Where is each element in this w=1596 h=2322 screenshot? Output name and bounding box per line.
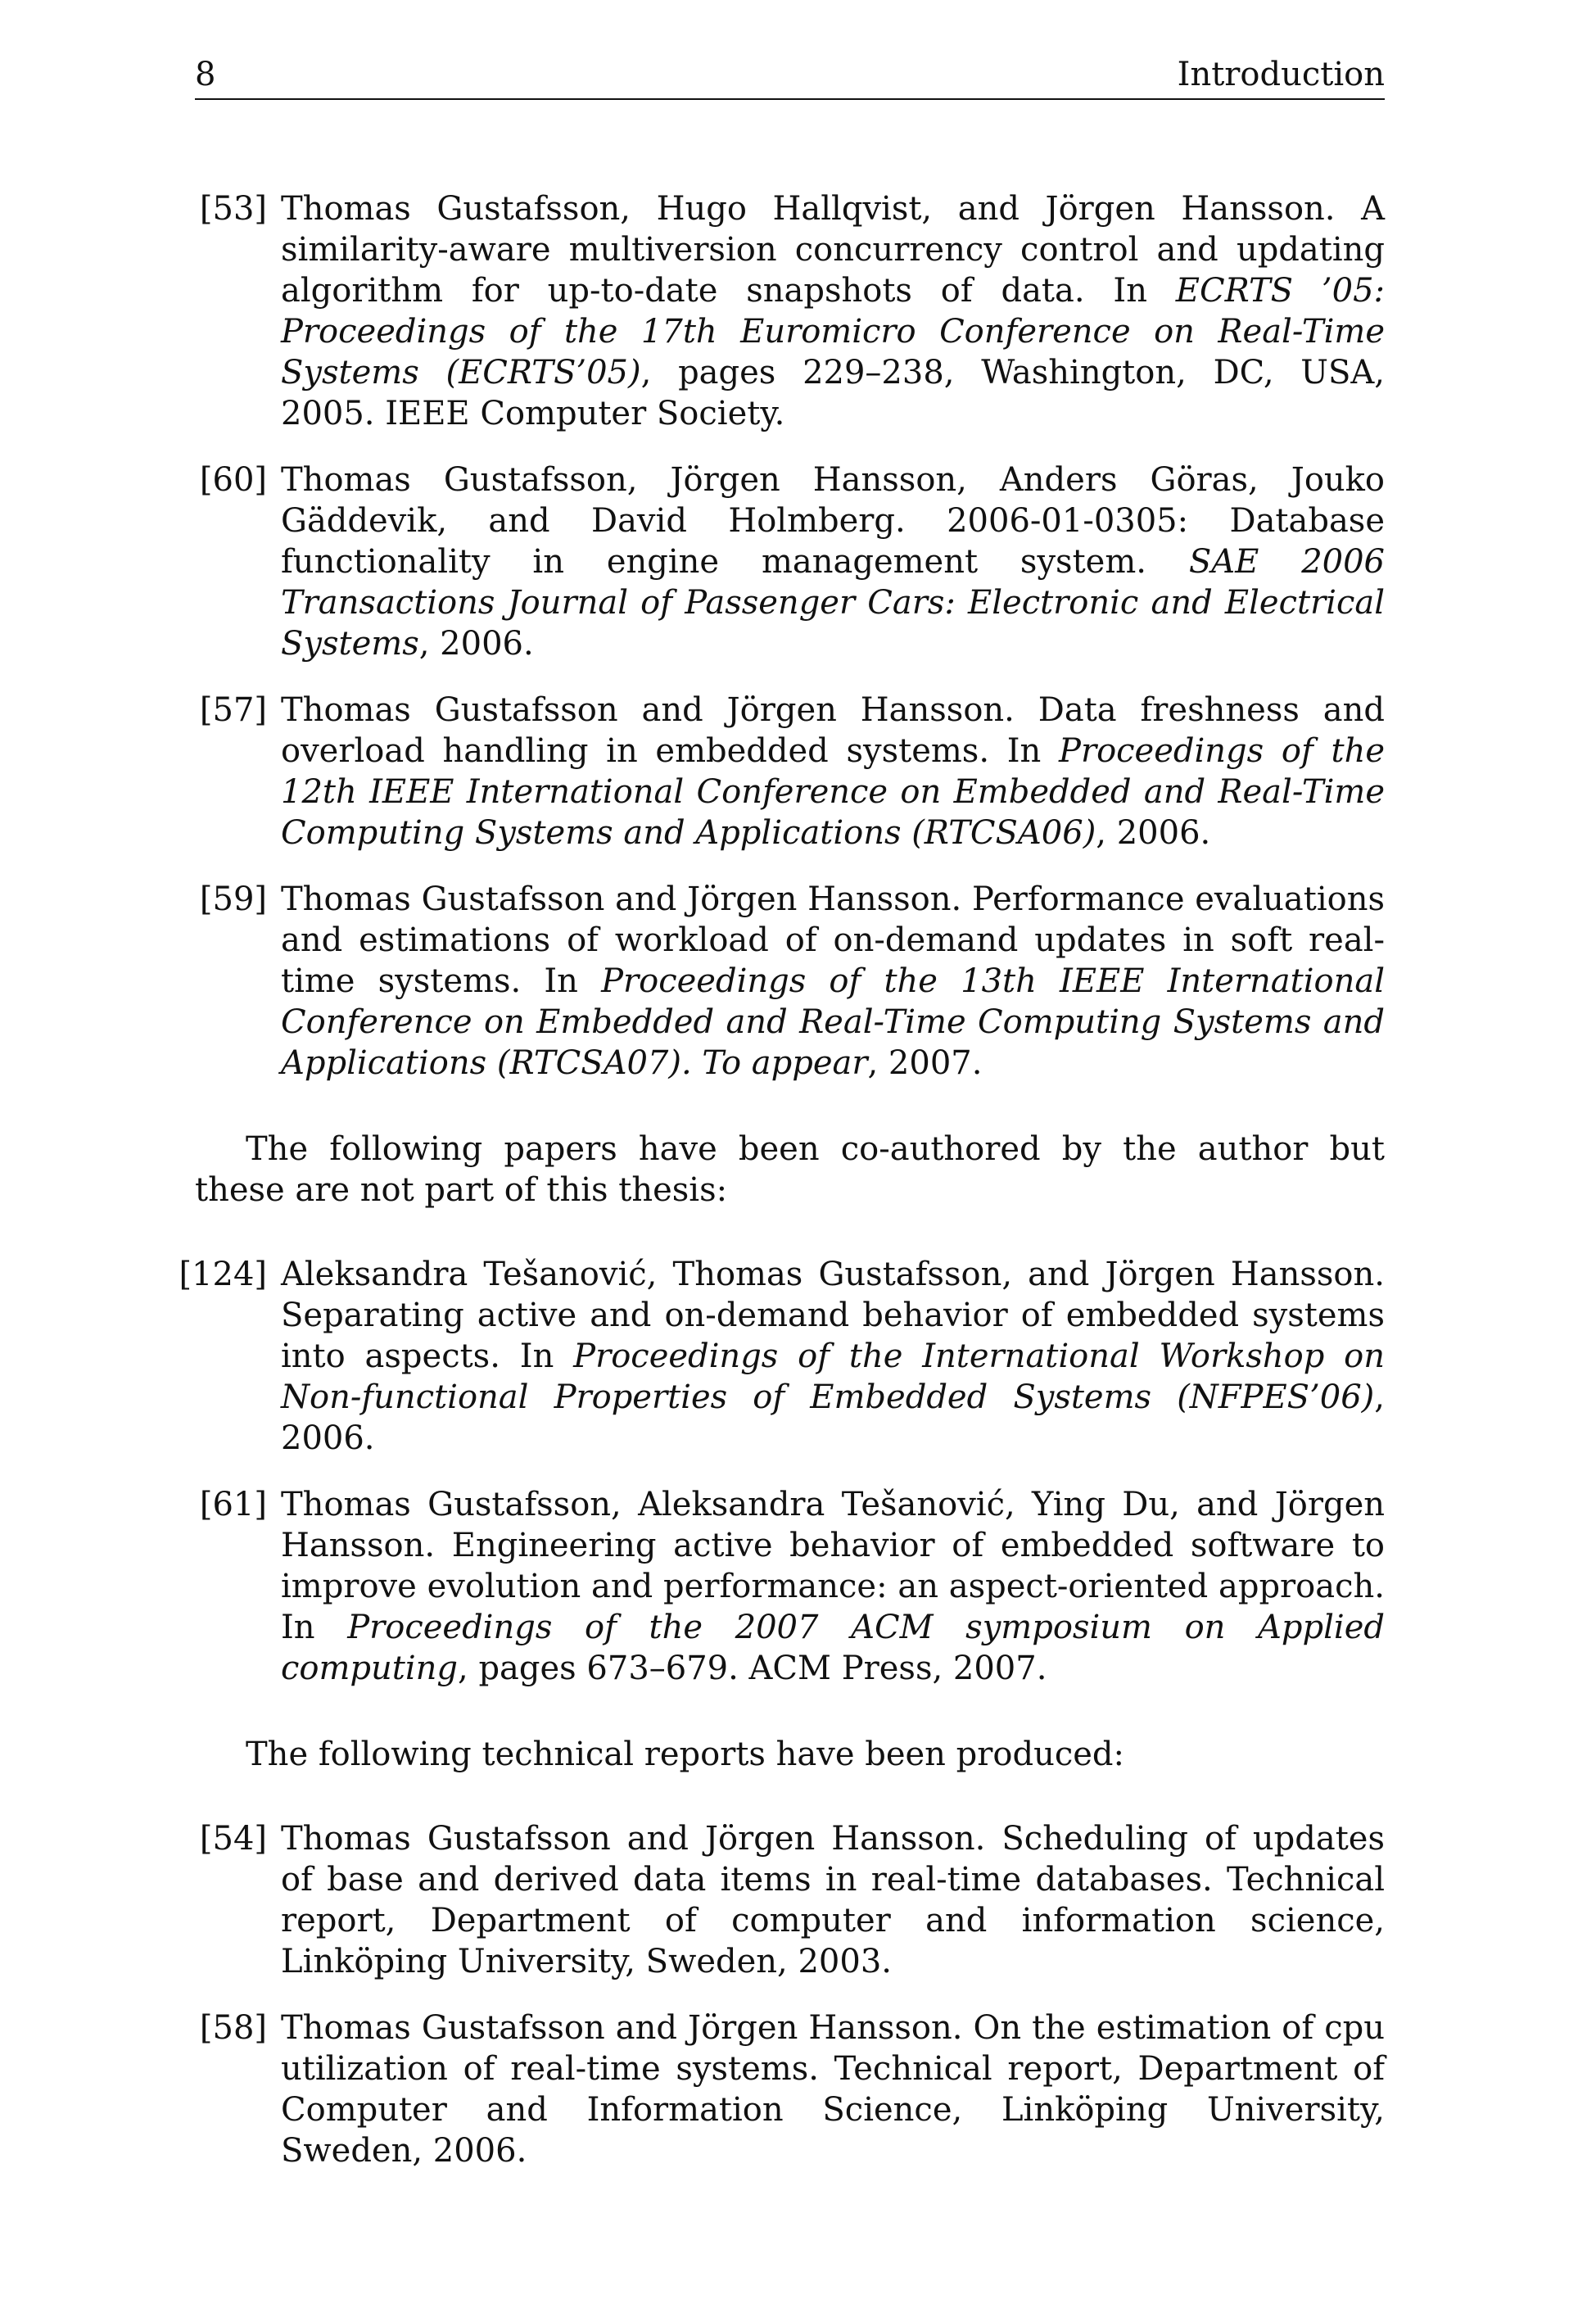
reference-entry (195, 1818, 1385, 1982)
reference-list-included (195, 188, 1385, 1084)
reference-entry (195, 690, 1385, 853)
reference-text (281, 1486, 1385, 1687)
reference-text (281, 1256, 1385, 1457)
reference-label: [60] (199, 461, 267, 499)
coauthored-intro-paragraph: The following papers have been co-authored by the author but these are not part of this thesis: (195, 1130, 1385, 1209)
reference-text (281, 2009, 1385, 2170)
reference-entry (195, 459, 1385, 664)
reference-text-segment: Aleksandra Tešanović, Thomas Gustafsson, and Jörgen Hansson. Separating active and on-demand behavior of embedded systems into aspects. In (281, 1256, 1385, 1375)
reference-text-segment: Thomas Gustafsson and Jörgen Hansson. Data freshness and overload handling in embedded systems. In (281, 691, 1385, 770)
reference-text-segment: Thomas Gustafsson, Aleksandra Tešanović, Ying Du, and Jörgen Hansson. Engineering active behavior of embedded software to improve evolution and performance: an aspect-oriented approach. In (281, 1486, 1385, 1646)
reports-intro-paragraph: The following technical reports have been produced: (246, 1736, 1124, 1773)
reference-entry (195, 2007, 1385, 2171)
reference-text-segment: , 2006. (281, 1378, 1385, 1457)
reference-text-segment: , 2007. (867, 1044, 983, 1082)
reference-entry (179, 1254, 1385, 1459)
reference-list-coauthored (179, 1254, 1386, 1689)
reference-venue: Proceedings of the International Workshop on Non-functional Properties of Embedded Systems (NFPES’06) (281, 1338, 1385, 1416)
reference-text-segment: , pages 229–238, Washington, DC, USA, 2005. IEEE Computer Society. (281, 354, 1385, 432)
reference-text (281, 461, 1385, 663)
running-header (195, 49, 1385, 100)
running-title: Introduction (1177, 56, 1385, 93)
reference-text-segment: , pages 673–679. ACM Press, 2007. (458, 1650, 1047, 1687)
reference-text (281, 880, 1385, 1082)
reference-label: [53] (199, 190, 267, 228)
reference-venue: Proceedings of the 12th IEEE International Conference on Embedded and Real-Time Computing Systems and Applications (RTCSA06) (281, 732, 1385, 852)
page-content (179, 100, 1386, 2171)
reference-text-segment: Thomas Gustafsson, Hugo Hallqvist, and Jörgen Hansson. A similarity-aware multiversion concurrency control and updating algorithm for up-to-date snapshots of data. In (281, 190, 1385, 310)
reference-text (281, 1820, 1385, 1980)
reference-entry (195, 879, 1385, 1084)
reference-entry (195, 188, 1385, 434)
reference-label: [124] (179, 1256, 267, 1293)
reference-text-segment: , 2006. (418, 625, 534, 663)
reference-text-segment: Thomas Gustafsson and Jörgen Hansson. Performance evaluations and estimations of workload of on-demand updates in soft real-time systems. In (281, 880, 1385, 1000)
reference-text-segment: Thomas Gustafsson and Jörgen Hansson. Scheduling of updates of base and derived data items in real-time databases. Technical report, Department of computer and information science, Linköping University, Sweden, 2003. (281, 1820, 1385, 1980)
reference-text-segment: , 2006. (1096, 814, 1211, 852)
page-number: 8 (195, 56, 216, 93)
reference-entry (195, 1484, 1385, 1689)
reference-text-segment: Thomas Gustafsson, Jörgen Hansson, Anders Göras, Jouko Gäddevik, and David Holmberg. 2006-01-0305: Database functionality in engine management system. (281, 461, 1385, 581)
reference-label: [54] (199, 1820, 267, 1858)
reference-list-reports (195, 1818, 1385, 2171)
reference-venue: SAE 2006 Transactions Journal of Passenger Cars: Electronic and Electrical Systems (281, 543, 1385, 663)
reference-label: [61] (199, 1486, 267, 1523)
page (179, 49, 1386, 2197)
reference-text (281, 190, 1385, 432)
reference-text-segment: Thomas Gustafsson and Jörgen Hansson. On the estimation of cpu utilization of real-time systems. Technical report, Department of Computer and Information Science, Linköping University, Sweden, 2006. (281, 2009, 1385, 2170)
reference-venue: Proceedings of the 2007 ACM symposium on Applied computing (281, 1609, 1386, 1687)
reference-venue: ECRTS ’05: Proceedings of the 17th Euromicro Conference on Real-Time Systems (ECRTS’05) (281, 272, 1385, 392)
reference-text (281, 691, 1385, 852)
reference-label: [59] (199, 880, 267, 918)
reference-label: [58] (199, 2009, 267, 2047)
reference-label: [57] (199, 691, 267, 729)
reference-venue: Proceedings of the 13th IEEE International Conference on Embedded and Real-Time Computing Systems and Applications (RTCSA07). To appear (281, 962, 1385, 1082)
